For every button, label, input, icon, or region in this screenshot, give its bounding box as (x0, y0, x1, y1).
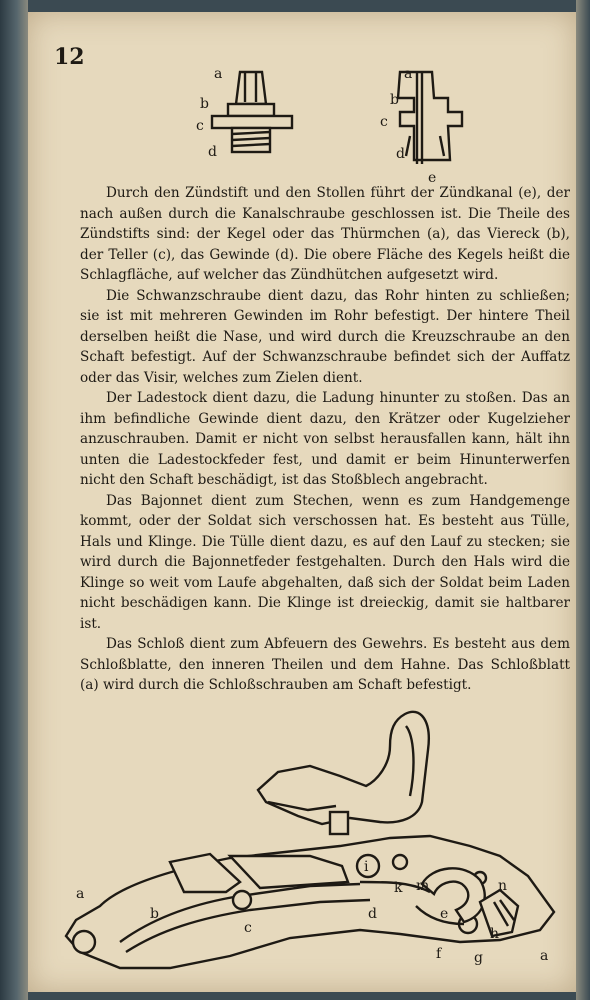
label-section-a: a (404, 66, 413, 82)
lock-figure (60, 706, 570, 986)
label-section-e: e (428, 170, 437, 186)
label-d: d (208, 144, 217, 160)
body-text (80, 183, 570, 696)
lock-label-n: n (498, 878, 508, 894)
page-edge (576, 0, 590, 1000)
paragraph: Das Bajonnet dient zum Stechen, wenn es zum Handgemenge kommt, oder der Soldat sich verschossen hat. Es besteht aus Tülle, Hals und Klinge. Die Tülle dient dazu, es auf den Lauf zu stecken; sie wird durch die Bajonnetfeder festgehalten. Durch den Hals wird die Klinge so weit vom Laufe abgehalten, daß sich der Soldat beim Laden nicht beschädigen kann. Die Klinge ist dreieckig, damit sie haltbarer ist. (80, 492, 570, 632)
lock-label-h: h (490, 926, 500, 942)
lock-label-a-left: a (76, 886, 85, 902)
lock-label-c: c (244, 920, 252, 936)
lock-label-b: b (150, 906, 159, 922)
nipple-section-drawing (398, 72, 462, 164)
lock-label-k: k (394, 880, 403, 896)
lock-label-e: e (440, 906, 449, 922)
label-c: c (196, 118, 204, 134)
paragraph: Das Schloß dient zum Abfeuern des Gewehrs. Es besteht aus dem Schloßblatte, den inneren Theilen und dem Hahne. Das Schloßblatt (a) wird durch die Schloßschrauben am Schaft befestigt. (80, 636, 570, 693)
paragraph: Der Ladestock dient dazu, die Ladung hinunter zu stoßen. Das an ihm befindliche Gewinde dient dazu, den Krätzer oder Kugelzieher anzuschrauben. Damit er nicht von selbst herausfallen kann, hält ihn unten die Ladestockfeder fest, und damit er beim Hinunterwerfen nicht den Schaft beschädigt, ist das Stoßblech angebracht. (80, 390, 570, 488)
lock-label-g: g (474, 950, 483, 966)
nipple-figure (196, 64, 480, 186)
label-b: b (200, 96, 209, 112)
label-section-b: b (390, 92, 399, 108)
label-section-d: d (396, 146, 405, 162)
lock-label-f: f (436, 946, 442, 962)
paragraph: Die Schwanzschraube dient dazu, das Rohr hinten zu schließen; sie ist mit mehreren Gewinden im Rohr befestigt. Der hintere Theil derselben heißt die Nase, und wird durch die Kreuzschraube an den Schaft befestigt. Auf der Schwanzschraube befindet sich der Auffatz oder das Visir, welches zum Zielen dient. (80, 287, 570, 386)
lock-label-a-right: a (540, 948, 549, 964)
nipple-exterior-drawing (212, 72, 292, 152)
lock-label-d: d (368, 906, 377, 922)
lock-drawing (66, 712, 554, 968)
lock-label-i: i (364, 859, 369, 875)
paragraph: Durch den Zündstift und den Stollen führt der Zündkanal (e), der nach außen durch die Kanalschraube geschlossen ist. Die Theile des Zündstifts sind: der Kegel oder das Thürmchen (a), das Viereck (b), der Teller (c), das Gewinde (d). Die obere Fläche des Kegels heißt die Schlagfläche, auf welcher das Zündhütchen aufgesetzt wird. (80, 185, 570, 283)
book-spine (0, 0, 28, 1000)
label-section-c: c (380, 114, 388, 130)
lock-label-m: m (416, 878, 430, 894)
label-a: a (214, 66, 223, 82)
page-number: 12 (54, 44, 85, 70)
